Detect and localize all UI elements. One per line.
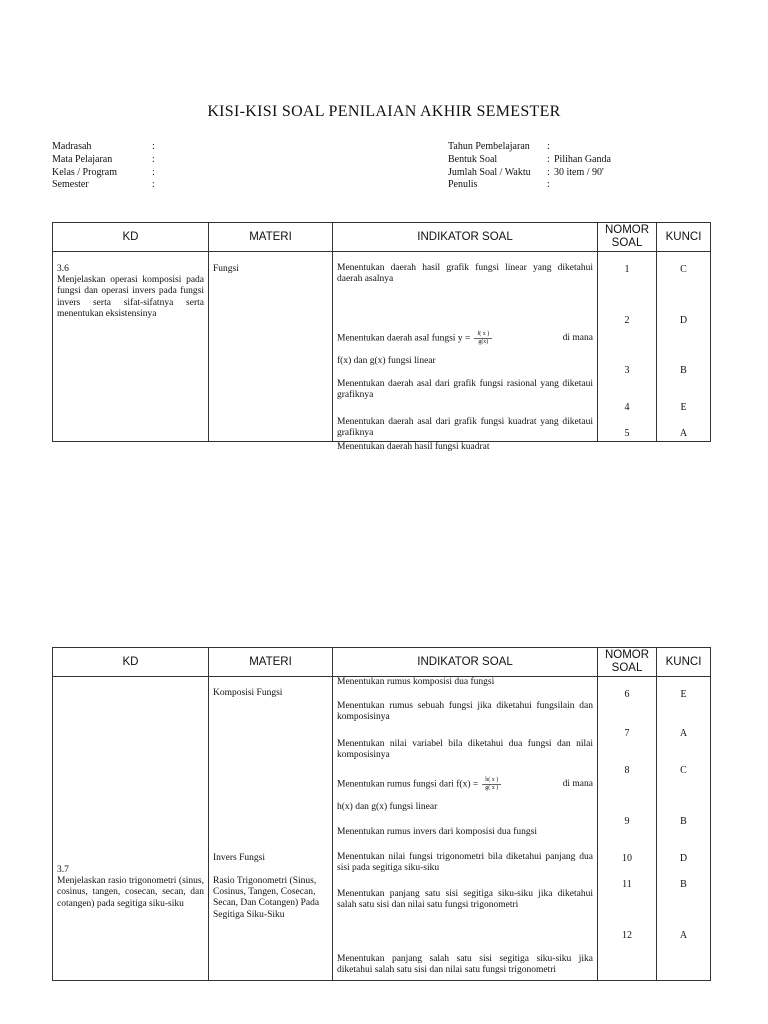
header-indikator: INDIKATOR SOAL (333, 223, 598, 252)
kunci-jawaban: A (679, 728, 688, 739)
fraction-denominator: g(x) (478, 339, 489, 345)
meta-label: Jumlah Soal / Waktu (448, 166, 531, 178)
meta-label: Semester (52, 179, 89, 191)
meta-label: Bentuk Soal (448, 153, 498, 165)
nomor-soal: 1 (624, 264, 630, 275)
table-row (53, 252, 711, 442)
indikator-item: Menentukan daerah asal dari grafik fungsi kuadrat yang diketaui grafiknya (337, 417, 593, 439)
nomor-soal: 9 (624, 816, 630, 827)
meta-label: Tahun Pembelajaran (448, 141, 530, 152)
meta-row-kelas (52, 167, 159, 180)
indikator-item-formula (337, 777, 593, 792)
meta-colon: : (152, 153, 155, 165)
meta-colon: : (152, 141, 155, 152)
kisi-table-1 (52, 222, 711, 452)
page-title: KISI-KISI SOAL PENILAIAN AKHIR SEMESTER (207, 103, 561, 120)
meta-label: Kelas / Program (52, 166, 117, 178)
header-materi: MATERI (209, 223, 333, 252)
meta-label: Mata Pelajaran (52, 153, 113, 165)
header-kunci: KUNCI (657, 223, 711, 252)
meta-left (52, 141, 159, 192)
kunci-jawaban: D (679, 853, 688, 864)
meta-colon: : (547, 179, 550, 191)
kd-text: 3.7 Menjelaskan rasio trigonometri (sinus, cosinus, tangen, cosecan, secan, dan cotangen) pada segitiga siku-siku (57, 865, 204, 909)
nomor-soal: 11 (622, 879, 632, 890)
indikator-item: Menentukan daerah asal dari grafik fungsi rasional yang diketaui grafiknya (337, 379, 593, 401)
indikator-item-formula (337, 331, 593, 346)
kunci-jawaban: B (680, 816, 687, 827)
kunci-jawaban: B (680, 365, 687, 376)
header-nomor: NOMOR SOAL (598, 223, 657, 252)
meta-row-bentuk (448, 154, 611, 167)
kunci-jawaban: D (679, 315, 688, 326)
kd-text: 3.6 Menjelaskan operasi komposisi pada fungsi dan operasi invers pada fungsi invers serta sifat-sifatnya serta menentukan eksistensinya (57, 264, 204, 319)
header-indikator: INDIKATOR SOAL (333, 648, 598, 677)
meta-value: Pilihan Ganda (554, 153, 611, 165)
table-header-row (53, 648, 711, 677)
meta-colon: : (547, 141, 550, 152)
kunci-jawaban: C (680, 765, 687, 776)
table-header-row (53, 223, 711, 252)
materi-text: Komposisi Fungsi (213, 688, 283, 698)
nomor-soal: 7 (624, 728, 630, 739)
meta-value: 30 item / 90' (554, 166, 604, 178)
meta-row-jumlah (448, 167, 611, 180)
materi-text: Rasio Trigonometri (Sinus, Cosinus, Tangen, Cosecan, Secan, Dan Cotangen) Pada Segitiga Siku-Siku (213, 876, 320, 920)
meta-colon: : (547, 153, 550, 165)
nomor-soal: 12 (622, 930, 632, 941)
header-kunci: KUNCI (657, 648, 711, 677)
kunci-jawaban: E (680, 689, 687, 700)
indikator-text: Menentukan daerah asal fungsi y = (337, 333, 471, 344)
meta-row-semester (52, 179, 159, 192)
meta-row-madrasah (52, 141, 159, 154)
indikator-item: Menentukan panjang satu sisi segitiga siku-siku jika diketahui salah satu sisi dan nilai satu fungsi trigonometri (337, 889, 593, 911)
indikator-text: Menentukan rumus fungsi dari f(x) = (337, 779, 479, 790)
indikator-item: Menentukan rumus komposisi dua fungsi (337, 677, 495, 687)
indikator-item: Menentukan rumus sebuah fungsi jika diketahui fungsilain dan komposisinya (337, 701, 593, 723)
nomor-soal: 2 (624, 315, 630, 326)
fraction-numerator: f( x ) (474, 331, 492, 339)
kunci-jawaban: C (680, 264, 687, 275)
indikator-item: Menentukan nilai fungsi trigonometri bila diketahui panjang dua sisi pada segitiga siku-siku (337, 852, 593, 874)
meta-colon: : (547, 166, 550, 178)
kunci-jawaban: A (679, 930, 688, 941)
indikator-item: Menentukan rumus invers dari komposisi dua fungsi (337, 827, 538, 837)
meta-label: Madrasah (52, 141, 92, 152)
nomor-soal: 5 (624, 428, 630, 439)
table-row (53, 677, 711, 981)
indikator-item: Menentukan panjang salah satu sisi segitiga siku-siku jika diketahui salah satu sisi dan nilai satu fungsi trigonometri (337, 954, 593, 976)
fraction (482, 777, 501, 792)
kunci-jawaban: A (679, 428, 688, 439)
kisi-table-2 (52, 647, 711, 981)
meta-colon: : (152, 166, 155, 178)
kunci-jawaban: E (680, 402, 687, 413)
meta-label: Penulis (448, 179, 478, 191)
indikator-item: Menentukan daerah hasil grafik fungsi linear yang diketahui daerah asalnya (337, 263, 593, 285)
fraction-numerator: h( x ) (482, 777, 501, 785)
header-nomor: NOMOR SOAL (598, 648, 657, 677)
meta-right (448, 141, 611, 192)
materi-text: Fungsi (213, 264, 239, 274)
fraction-denominator: g( x ) (485, 785, 499, 791)
header-materi: MATERI (209, 648, 333, 677)
indikator-text: di mana (562, 332, 593, 343)
header-kd: KD (53, 648, 209, 677)
nomor-soal: 8 (624, 765, 630, 776)
nomor-soal: 3 (624, 365, 630, 376)
kunci-jawaban: B (680, 879, 687, 890)
meta-row-penulis (448, 179, 611, 192)
meta-row-tahun (448, 141, 611, 154)
indikator-item: Menentukan nilai variabel bila diketahui dua fungsi dan nilai komposisinya (337, 739, 593, 761)
indikator-item: Menentukan daerah hasil fungsi kuadrat (337, 442, 490, 452)
indikator-item: h(x) dan g(x) fungsi linear (337, 802, 438, 812)
nomor-soal: 6 (624, 689, 630, 700)
header-kd: KD (53, 223, 209, 252)
nomor-soal: 10 (622, 853, 632, 864)
indikator-item: f(x) dan g(x) fungsi linear (337, 356, 436, 366)
fraction (474, 331, 492, 346)
indikator-text: di mana (562, 778, 593, 789)
meta-colon: : (152, 179, 155, 191)
nomor-soal: 4 (624, 402, 630, 413)
materi-text: Invers Fungsi (213, 853, 265, 863)
meta-row-mapel (52, 154, 159, 167)
